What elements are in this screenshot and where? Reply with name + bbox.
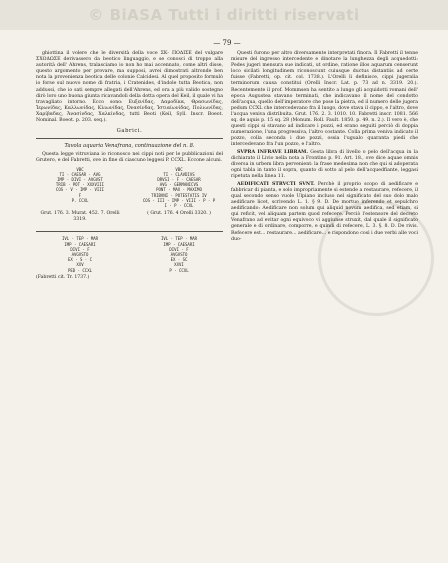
inscription-line: DIVI · F: [70, 246, 90, 252]
inscription-line: IMP · CAESARI: [64, 241, 96, 247]
inscription-line: AVGVSTO: [170, 251, 188, 257]
inscription-line: COS · V · IMP · VIII: [55, 187, 105, 193]
caption-pair: [36, 210, 223, 227]
inscription-line: P · CCXL: [169, 267, 189, 273]
subheading: SVPRA INFRAVE LIBRAM.: [237, 149, 308, 155]
inscription-line: EX · SC: [170, 257, 188, 263]
paragraph-text: Gesta libra di livello o pelo dell'acqua in la dichiarato il Livio nella nota a Frontino p. 91. Art. 18., ove dice aquae omnis diversa in urbem libra pervenient: la frase medesima non che qui si adoperata ogni tabla in tanto il sopra, quanto di sotto al pelo dell'acquedfiante, leggasi ripetuta nella linea 11.: [231, 149, 418, 180]
inscription-caption: ( Grut. 176. 4 Orelli 3320. ): [147, 211, 211, 217]
paragraph: ghiottina il volere che le diversità della voce ΣΚ- ΠΟΔΙΣΕ del vulgare ΣΧΟΔΩΣΕ derivassero da beotico linguaggio, e se conosci di troppo alla autorità dell' Ahrens, tralasciamo io non ho mai accennato, come altri disse, questo argomento per provare, ma supposi, avrei dimostrati altronde ben nota la provenienza beotica delle colonie Calcidesi. Al quel proposito formulò io forse sul nuovo nome di fratria, i Cratenides, d'indole tutta Beotica, non addussi, che io sati sempre allegati dell'Ahrens, ed ora a più valido sostegno dirò loro uno buona giunta ricavandoli della dotta opera del Keil, il quale vi ha travagliato intorno. Ecco sono: Euξενίδας, Δαμοδίκα, Θρασωνίδας, Ἱερωνίδας, Καλλωνίδας, Κλιωνίδας, Ὀνασίνδας, Ἱστιαίωνίδας, Πολιωνίδας, Χαρίβαδας, Ἀνασίνδας, Χαλκίνδας, tutti Beoti (Keil, Syll. Inscr. Boeot. Nominal. Boeot. p. 203. seq.).: [36, 51, 223, 124]
left-column: [36, 51, 223, 285]
paragraph: [231, 150, 418, 180]
inscription-line: VBC: [76, 166, 84, 172]
inscription-line: COS · III · IMP · VIII · P · P: [142, 197, 216, 203]
inscription-line: TI · CLAVDIVS: [163, 171, 195, 177]
paragraph: [231, 182, 418, 243]
inscription-line: PONT · MAX · MAXIMO: [156, 187, 202, 193]
inscription-line: PED · CCXL: [67, 267, 93, 273]
inscription-block-d: [135, 236, 223, 272]
paragraph-text: Perchè il proprio scopo di aedificare e fabbricar di pianta, e solo impropriamente si estende a restaurare, refecere, il qual secondo senso vuole Ulpiano incluso nel significato del suo dolo malo aedificare licet, scrivendo L. 1. § 9. D. De mortuo inferendo et sepulchro aedificando: Aedificare non solum qui aliquid novum aedifica, sed etiam, si qui reficit, vel aliquam partem quod refecere. Perciò l'estensore del decreto Venafrano ad evitar ogni equivoco vi aggiunse struxit, dal quale il significato generale e di ordinare, comporre, e quindi di refecere, L. 3. §. 8. D. De rivis. Refecere est... restaurare... aedificare... e rispondono così i due verbi alle voci duo-: [231, 181, 418, 242]
inscription-line: EX · S · C: [67, 257, 93, 263]
paragraph: Questi furono per altro diversamente interpretati finora. Il Fabretti il tenne misure del ingresso intercedente e dinotare la lunghezza degli acquedotti: Pedes jugeri mensura sue indicati, ut ordine, ratione illos aquarum censerunt loco sicilati longitudinem riconoscunt cuiusque ductus distantiis ad certe fuisse (Fabretti, op. cit. col. 1738.). L'Orelli li definisce, cippi jugeralia terminorum causa constitui (Orelli Inscr. Lat. p. 73 ad n. 3319. 20.). Recentemente il prof. Mommsen ha sentito a lungo gli acquidotti romani dell' epoca Augustea stavano terminati, che indicavano il nome del condotto dell'acqua, quello dell'imperatore che pose la pietra, ed il numero delle jugera pedum CCXL che intercedevano fra il luogo, dove stava il cippo, e l'altro, dove l'acqua veniva distribuita. Grut. 176. 2. 3. 1010. 10. Fabretti inscr. 1081. 566 sq. de aquis p. 15 sq. 28 (Monum. Roll. Fault. 1850. p. 49. n. 2.). Il vero è, che questi cippi si stavano ad indicare i pozzi, ed erano seguiti perciò di doppia numerazione, l'una progressiva, l'altro costante. Colla prima veniva indicato il pozzo, colla seconda i due pozzi, ossia l'ugualo quaranta piedi che intercedevano fra l'un pozzo, e l'altro.: [231, 51, 418, 148]
inscription-block-b: [135, 167, 223, 209]
inscription-pair: [36, 236, 223, 272]
subheading: AEDIFICATI STRVCTI SVNT.: [237, 181, 315, 187]
inscription-line: IMP · DIVI · AVGVST: [57, 176, 103, 182]
inscription-line: IVL · TEP · MAR: [160, 236, 198, 242]
document-page: [36, 38, 418, 553]
inscription-pair: [36, 167, 223, 209]
inscription-line: TRIB · POT · XXXVIII: [55, 182, 105, 188]
inscription-line: AVGVSTO: [71, 251, 89, 257]
inscription-block-c: [36, 236, 124, 272]
section-title: Tavola aquaria Venafrana, continuazione del n. 8.: [64, 143, 195, 150]
inscription-line: VBC: [175, 166, 183, 172]
inscription-line: P. CCXL: [71, 197, 89, 203]
divider: [36, 138, 223, 139]
inscription-line: DRVSI · F · CAESAR: [157, 176, 201, 182]
library-watermark-banner: [0, 0, 448, 30]
paragraph: Questa legge vitruviana io riconosco nei cippi noti per le pubblicazioni del Grutero, e del Fabretti, ove in fine di ciascuno leggesi P. CCXL. Eccone alcuni.: [36, 152, 223, 164]
inscription-line: I · P · CCXL: [164, 202, 194, 208]
inscription-line: XXVI: [174, 262, 184, 268]
inscription-line: IVL · TEP · MAR: [61, 236, 99, 242]
inscription-line: TRIBVNI · POTESTATIS IV: [151, 192, 207, 198]
inscription-block-a: [36, 167, 124, 209]
inscription-line: TI · CAESAR · AVG: [59, 171, 101, 177]
inscription-line: DIVI · F: [169, 246, 189, 252]
right-column: [231, 51, 418, 285]
inscription-line: IMP · CAESARI: [163, 241, 195, 247]
inscription-line: AVG · GERMANICVS: [159, 182, 199, 188]
author-name: Gabrici.: [116, 128, 143, 135]
divider: [36, 231, 223, 232]
inscription-caption: (Fabretti cit. Tr. 1737.): [36, 274, 90, 280]
page-number: — 79 —: [213, 39, 241, 47]
inscription-caption: Grut. 176. 3. Murat. 452. 7. Orelli 3319.: [40, 211, 120, 223]
inscription-line: F: [78, 192, 82, 198]
watermark-text: © BiASA Tutti i diritti riservati: [88, 6, 360, 24]
inscription-line: XXV: [76, 262, 84, 268]
